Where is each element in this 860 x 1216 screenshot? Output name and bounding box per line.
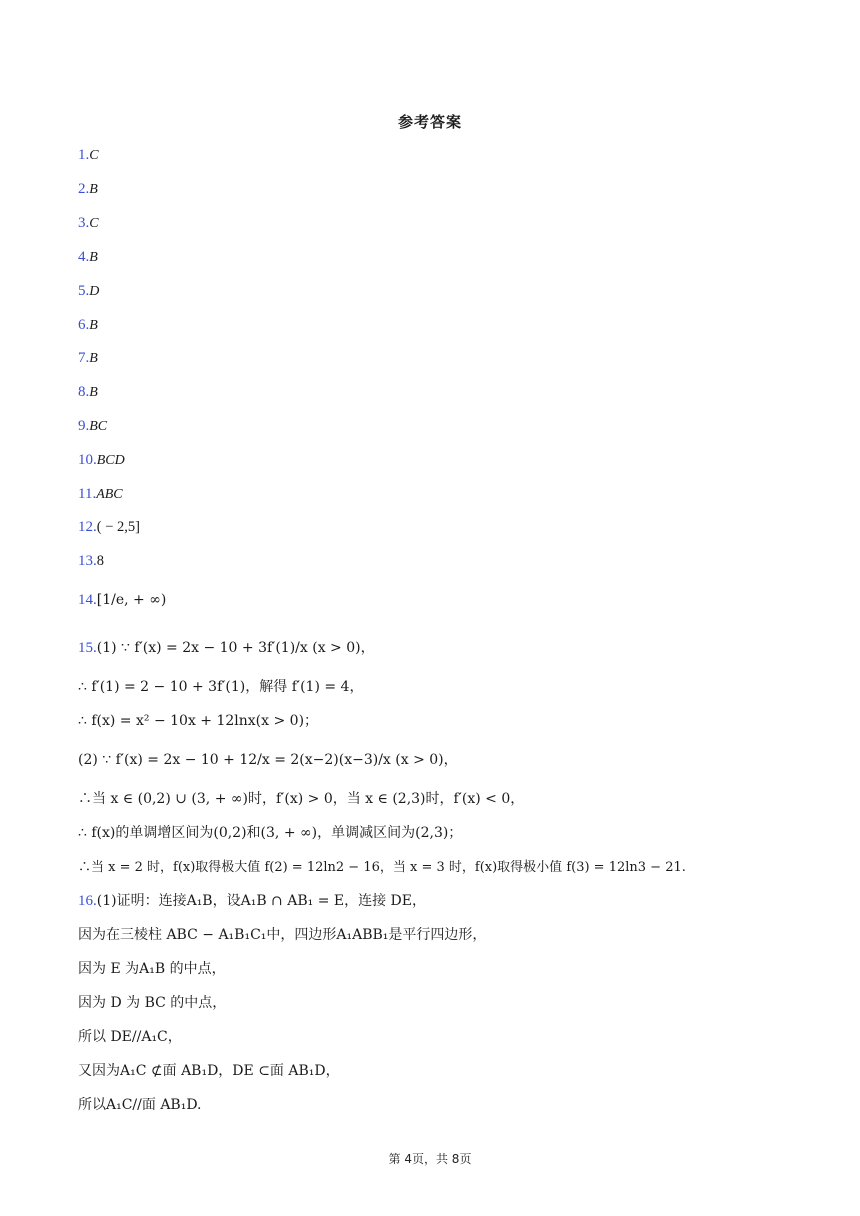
q15-text: (1) ∵ f′(x) = 2x − 10 + 3f′(1)/x (x > 0)， — [96, 640, 375, 656]
answer-text: BCD — [96, 453, 125, 468]
answer-number: 1. — [78, 147, 90, 163]
q16-line-7 — [78, 1094, 202, 1114]
answer-text: ( − 2,5] — [96, 519, 140, 535]
q15-text: ∴ f(x)的单调增区间为(0,2)和(3, + ∞)，单调减区间为(2,3)； — [78, 825, 463, 841]
answer-text: B — [89, 385, 98, 400]
answer-2 — [78, 181, 98, 198]
q15-text: ∴ f(x) = x² − 10x + 12lnx(x > 0)； — [78, 713, 319, 729]
q15-text: (2) ∵ f′(x) = 2x − 10 + 12/x = 2(x−2)(x−3)/x (x > 0)， — [78, 752, 458, 768]
answer-number: 8. — [78, 384, 90, 400]
q16-text: 因为在三棱柱 ABC − A₁B₁C₁中，四边形A₁ABB₁是平行四边形， — [78, 927, 487, 943]
answer-number: 2. — [78, 181, 90, 197]
answer-1 — [78, 147, 99, 164]
answer-number: 9. — [78, 418, 90, 434]
answer-9 — [78, 418, 107, 435]
answer-number: 12. — [78, 519, 97, 535]
q16-text: 所以A₁C//面 AB₁D. — [78, 1097, 202, 1113]
q15-line-6 — [78, 822, 462, 842]
answer-7 — [78, 350, 98, 367]
q15-line-1 — [78, 637, 375, 657]
answer-text: D — [89, 284, 100, 299]
answer-4 — [78, 249, 98, 266]
q15-line-5 — [78, 788, 524, 808]
q16-line-6 — [78, 1060, 340, 1080]
answer-text: B — [89, 318, 98, 333]
q16-text: 所以 DE//A₁C， — [78, 1029, 182, 1045]
answer-10 — [78, 452, 125, 469]
q16-line-4 — [78, 992, 226, 1012]
page-title: 参考答案 — [397, 113, 462, 131]
answer-text: C — [89, 148, 99, 163]
page-footer: 第 4页，共 8页 — [388, 1152, 472, 1166]
answer-11 — [78, 486, 123, 503]
answer-5 — [78, 283, 99, 300]
q15-number: 15. — [78, 640, 97, 656]
answer-number: 3. — [78, 215, 90, 231]
q16-text: 因为 E 为A₁B 的中点， — [78, 961, 226, 977]
q16-line-5 — [78, 1026, 182, 1046]
answer-text: 8 — [96, 553, 104, 569]
answer-13 — [78, 553, 104, 570]
answer-number: 6. — [78, 317, 90, 333]
answer-text: BC — [89, 419, 108, 434]
answer-number: 5. — [78, 283, 90, 299]
q15-text: ∴当 x ∈ (0,2) ∪ (3, + ∞)时，f′(x) > 0，当 x ∈ (2,3)时，f′(x) < 0， — [78, 791, 525, 807]
q16-text: 因为 D 为 BC 的中点， — [78, 995, 227, 1011]
q16-text: (1)证明：连接A₁B，设A₁B ∩ AB₁ = E，连接 DE， — [96, 893, 426, 909]
answer-14 — [78, 592, 166, 609]
q15-line-2 — [78, 676, 363, 696]
answer-number: 14. — [78, 592, 97, 608]
answer-number: 4. — [78, 249, 90, 265]
q16-line-2 — [78, 924, 486, 944]
q16-line-3 — [78, 958, 226, 978]
answer-text: B — [89, 351, 98, 366]
answer-number: 7. — [78, 350, 90, 366]
answer-number: 10. — [78, 452, 97, 468]
answer-6 — [78, 317, 98, 334]
answer-text: C — [89, 216, 99, 231]
q15-line-7 — [78, 856, 686, 875]
q15-line-4 — [78, 749, 458, 769]
q15-text: ∴ f′(1) = 2 − 10 + 3f′(1)，解得 f′(1) = 4， — [78, 679, 364, 695]
answer-text: [1/e, + ∞) — [96, 592, 167, 608]
q16-text: 又因为A₁C ⊄面 AB₁D，DE ⊂面 AB₁D， — [78, 1063, 340, 1079]
answer-8 — [78, 384, 98, 401]
q16-line-1 — [78, 890, 426, 910]
q16-number: 16. — [78, 893, 97, 909]
answer-3 — [78, 215, 99, 232]
answer-12 — [78, 519, 140, 536]
answer-text: B — [89, 250, 98, 265]
answer-number: 13. — [78, 553, 97, 569]
answer-text: ABC — [96, 487, 123, 502]
answer-number: 11. — [78, 486, 97, 502]
answer-text: B — [89, 182, 98, 197]
q15-line-3 — [78, 710, 318, 730]
q15-text: ∴当 x = 2 时，f(x)取得极大值 f(2) = 12ln2 − 16，当 x = 3 时，f(x)取得极小值 f(3) = 12ln3 − 21. — [78, 860, 686, 875]
